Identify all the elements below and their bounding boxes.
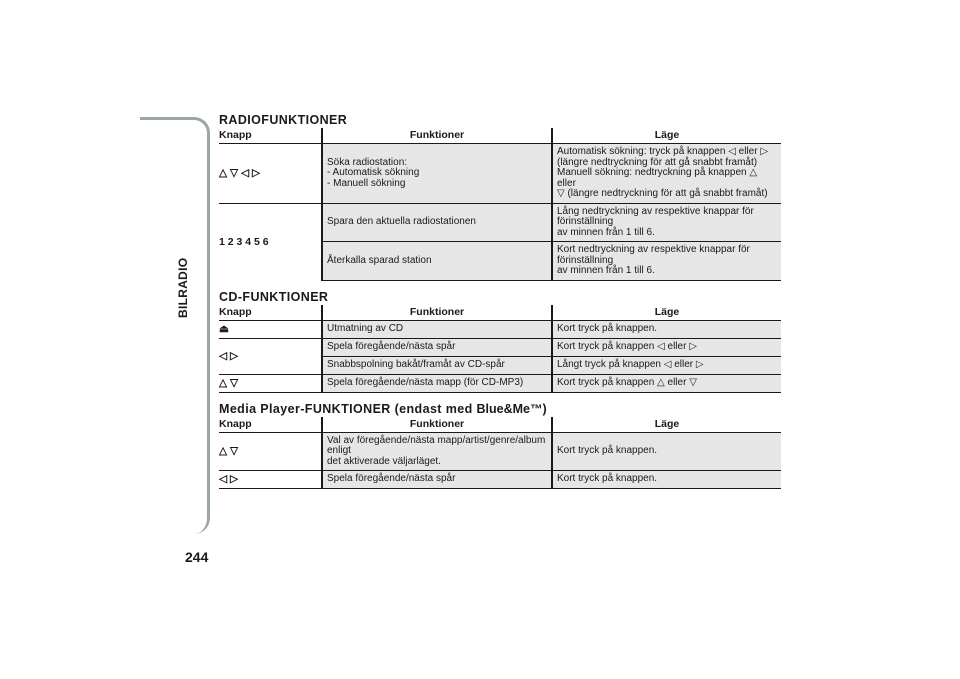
header-mode: Läge: [552, 305, 781, 321]
table-row: [219, 374, 781, 392]
header-key: Knapp: [219, 129, 252, 141]
mode-line: av minnen från 1 till 6.: [557, 226, 655, 238]
mode-cell: Långt tryck på knappen ◁ eller ▷: [552, 356, 781, 374]
table-row: [219, 338, 781, 356]
mode-line: (längre nedtryckning för att gå snabbt framåt): [557, 156, 758, 168]
table-row: [219, 471, 781, 489]
function-line: - Automatisk sökning: [327, 167, 420, 178]
table-row: [219, 144, 781, 204]
radio-section-title: RADIOFUNKTIONER: [219, 113, 348, 127]
radio-table: [219, 128, 781, 281]
media-table: [219, 417, 781, 490]
mode-cell: [552, 242, 781, 281]
media-title-bold: Media Player-FUNKTIONER (endast med: [219, 401, 473, 416]
mode-cell: Kort tryck på knappen.: [552, 471, 781, 489]
function-cell: [322, 203, 552, 242]
function-cell: Snabbspolning bakåt/framåt av CD-spår: [322, 356, 552, 374]
mode-cell: Kort tryck på knappen △ eller ▽: [552, 374, 781, 392]
function-cell: [322, 144, 552, 204]
function-cell: [322, 242, 552, 281]
cd-table: [219, 305, 781, 393]
cd-section-title: CD-FUNKTIONER: [219, 289, 329, 304]
mode-cell: Kort tryck på knappen.: [552, 320, 781, 338]
function-cell: [322, 432, 552, 471]
header-function: Funktioner: [322, 128, 552, 144]
page-side-bracket: [140, 117, 210, 534]
key-cell: △ ▽: [219, 432, 322, 471]
content-area: [219, 112, 781, 489]
eject-icon: ⏏: [219, 320, 322, 338]
page-number: 244: [185, 549, 209, 565]
table-row: [219, 432, 781, 471]
header-function: Funktioner: [322, 417, 552, 433]
function-line: Val av föregående/nästa mapp/artist/genre/album enligt: [327, 434, 546, 456]
header-function: Funktioner: [322, 305, 552, 321]
media-header-row: [219, 417, 781, 433]
mode-line: Kort nedtryckning av respektive knappar för förinställning: [557, 244, 750, 266]
function-line: Spara den aktuella radiostationen: [327, 216, 476, 227]
key-cell: ◁ ▷: [219, 471, 322, 489]
mode-line: Automatisk sökning: tryck på knappen ◁ eller ▷: [557, 146, 769, 157]
key-cell: △ ▽ ◁ ▷: [219, 144, 322, 204]
key-cell: △ ▽: [219, 374, 322, 392]
mode-line: av minnen från 1 till 6.: [557, 265, 655, 276]
mode-line: Lång nedtryckning av respektive knappar för förinställning: [557, 205, 754, 227]
mode-cell: Kort tryck på knappen.: [552, 432, 781, 471]
function-line: - Manuell sökning: [327, 177, 406, 189]
header-mode: Läge: [552, 128, 781, 144]
header-mode: Läge: [552, 417, 781, 433]
mode-cell: [552, 203, 781, 242]
media-title-brand: Blue&Me™): [476, 401, 547, 416]
mode-cell: [552, 144, 781, 204]
function-cell: Utmatning av CD: [322, 320, 552, 338]
chapter-label: BILRADIO: [176, 257, 190, 318]
table-row: [219, 320, 781, 338]
media-section-title: [219, 401, 781, 417]
function-line: det aktiverade väljarläget.: [327, 455, 441, 467]
function-cell: Spela föregående/nästa mapp (för CD-MP3): [322, 374, 552, 392]
mode-cell: Kort tryck på knappen ◁ eller ▷: [552, 338, 781, 356]
header-key: Knapp: [219, 417, 252, 430]
radio-header-row: [219, 128, 781, 144]
table-row: [219, 203, 781, 242]
function-cell: Spela föregående/nästa spår: [322, 338, 552, 356]
key-cell: ◁ ▷: [219, 338, 322, 374]
function-line: Återkalla sparad station: [327, 254, 432, 266]
mode-line: Manuell sökning: nedtryckning på knappen △ eller: [557, 167, 758, 189]
function-cell: Spela föregående/nästa spår: [322, 471, 552, 489]
cd-header-row: [219, 305, 781, 321]
header-key: Knapp: [219, 305, 252, 318]
function-line: Söka radiostation:: [327, 156, 408, 168]
mode-line: ▽ (längre nedtryckning för att gå snabbt framåt): [557, 188, 768, 199]
key-cell: 1 2 3 4 5 6: [219, 203, 322, 280]
